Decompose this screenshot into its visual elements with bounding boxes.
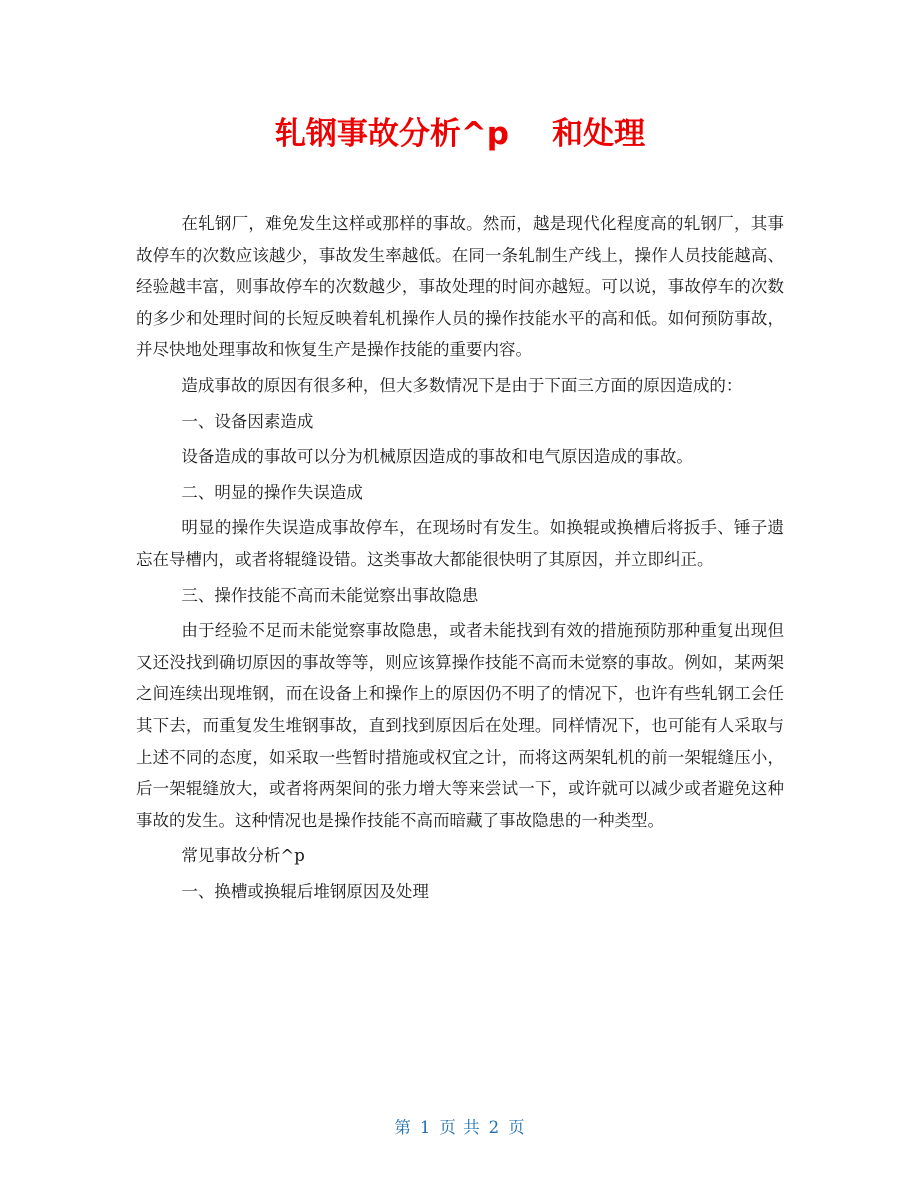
footer-total-pages: 2 bbox=[488, 1118, 501, 1137]
heading-skill: 三、操作技能不高而未能觉察出事故隐患 bbox=[181, 585, 479, 605]
footer-current-page: 1 bbox=[419, 1118, 432, 1137]
heading-stacking: 一、换槽或换辊后堆钢原因及处理 bbox=[181, 881, 429, 901]
heading-common-analysis: 常见事故分析^p bbox=[181, 846, 305, 866]
paragraph-causes: 造成事故的原因有很多种，但大多数情况下是由于下面三方面的原因造成的： bbox=[181, 375, 743, 395]
document-title: 轧钢事故分析^p 和处理 bbox=[274, 116, 646, 152]
footer-label-end: 页 bbox=[508, 1118, 526, 1137]
paragraph-operation-error: 明显的操作失误造成事故停车，在现场时有发生。如换辊或换槽后将扳手、锤子遗忘在导槽内，或者将辊缝设错。这类事故大都能很快明了其原因，并立即纠正。 bbox=[136, 518, 784, 569]
page-footer bbox=[0, 1114, 920, 1138]
footer-label-of: 页 共 bbox=[439, 1118, 481, 1137]
paragraph-intro: 在轧钢厂，难免发生这样或那样的事故。然而，越是现代化程度高的轧钢厂，其事故停车的次数应该越少，事故发生率越低。在同一条轧制生产线上，操作人员技能越高、经验越丰富，则事故停车的次数越少，事故处理的时间亦越短。可以说，事故停车的次数的多少和处理时间的长短反映着轧机操作人员的操作技能水平的高和低。如何预防事故，并尽快地处理事故和恢复生产是操作技能的重要内容。 bbox=[136, 214, 784, 360]
footer-label-page: 第 bbox=[394, 1118, 412, 1137]
paragraph-skill: 由于经验不足而未能觉察事故隐患，或者未能找到有效的措施预防那种重复出现但又还没找到确切原因的事故等等，则应该算操作技能不高而未觉察的事故。例如，某两架之间连续出现堆钢，而在设备上和操作上的原因仍不明了的情况下，也许有些轧钢工会任其下去，而重复发生堆钢事故，直到找到原因后在处理。同样情况下，也可能有人采取与上述不同的态度，如采取一些暂时措施或权宜之计，而将这两架轧机的前一架辊缝压小，后一架辊缝放大，或者将两架间的张力增大等来尝试一下，或许就可以减少或者避免这种事故的发生。这种情况也是操作技能不高而暗藏了事故隐患的一种类型。 bbox=[136, 621, 784, 830]
heading-operation-error: 二、明显的操作失误造成 bbox=[181, 482, 363, 502]
document-body bbox=[136, 208, 784, 911]
paragraph-equipment: 设备造成的事故可以分为机械原因造成的事故和电气原因造成的事故。 bbox=[181, 447, 693, 467]
heading-equipment: 一、设备因素造成 bbox=[181, 411, 314, 431]
